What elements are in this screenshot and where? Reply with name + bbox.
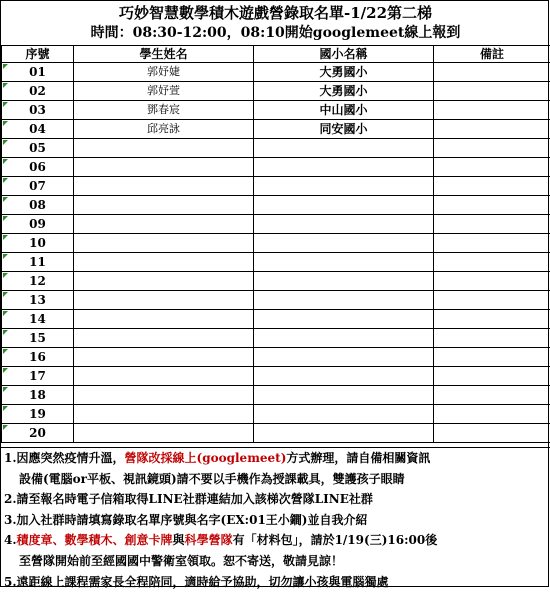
column-header-seq: 序號 (2, 46, 74, 63)
row-note-cell (434, 386, 550, 405)
row-note-cell (434, 196, 550, 215)
row-school-cell (254, 177, 434, 196)
row-note-cell (434, 329, 550, 348)
row-school-cell (254, 329, 434, 348)
row-name-cell (74, 177, 254, 196)
row-school-cell (254, 158, 434, 177)
row-note-cell (434, 234, 550, 253)
row-note-cell (434, 367, 550, 386)
table-row (2, 348, 550, 367)
row-seq-cell: 10 (2, 234, 74, 253)
roster-header-row (2, 46, 550, 63)
row-seq-cell: 03 (2, 101, 74, 120)
row-seq-cell: 12 (2, 272, 74, 291)
row-name-cell (74, 367, 254, 386)
row-name-cell (74, 310, 254, 329)
row-name-cell (74, 234, 254, 253)
table-row (2, 310, 550, 329)
row-name-cell (74, 196, 254, 215)
note-4-highlight-science: 科學營隊 (185, 533, 233, 547)
sheet-subtitle-time: 時間：08:30-12:00，08:10開始googlemeet線上報到 (1, 23, 550, 43)
row-school-cell (254, 386, 434, 405)
row-note-cell (434, 348, 550, 367)
row-school-cell (254, 272, 434, 291)
table-row (2, 120, 550, 139)
row-school-cell: 大勇國小 (254, 82, 434, 101)
row-name-cell (74, 424, 254, 443)
row-seq-cell: 06 (2, 158, 74, 177)
table-row (2, 139, 550, 158)
row-seq-cell: 18 (2, 386, 74, 405)
row-name-cell (74, 139, 254, 158)
table-row (2, 177, 550, 196)
row-seq-cell: 11 (2, 253, 74, 272)
table-row (2, 196, 550, 215)
row-name-cell: 邱亮詠 (74, 120, 254, 139)
note-5: 5.遠距線上課程需家長全程陪同，適時給予協助，切勿讓小孩與電腦獨處 (1, 572, 550, 592)
row-seq-cell: 05 (2, 139, 74, 158)
row-name-cell (74, 215, 254, 234)
row-seq-cell: 14 (2, 310, 74, 329)
roster-table (1, 45, 550, 443)
row-note-cell (434, 291, 550, 310)
row-school-cell (254, 424, 434, 443)
note-2: 2.請至報名時電子信箱取得LINE社群連結加入該梯次營隊LINE社群 (1, 489, 550, 510)
note-1-continued: 設備(電腦or平板、視訊鏡頭)請不要以手機作為授課載具，雙護孩子眼睛 (1, 469, 550, 490)
table-row (2, 63, 550, 82)
row-seq-cell: 07 (2, 177, 74, 196)
row-note-cell (434, 253, 550, 272)
row-name-cell: 鄧春宸 (74, 101, 254, 120)
note-3: 3.加入社群時請填寫錄取名單序號與名字(EX:01王小鐧)並自我介紹 (1, 510, 550, 531)
row-seq-cell: 19 (2, 405, 74, 424)
row-note-cell (434, 215, 550, 234)
row-note-cell (434, 101, 550, 120)
table-row (2, 82, 550, 101)
row-seq-cell: 16 (2, 348, 74, 367)
row-school-cell (254, 215, 434, 234)
note-1-text: 1.因應突然疫情升溫， (4, 451, 125, 465)
row-school-cell (254, 348, 434, 367)
row-name-cell (74, 253, 254, 272)
note-4-and: 與 (173, 533, 185, 547)
note-1-highlight: 營隊改採線上(googlemeet) (125, 451, 287, 465)
row-note-cell (434, 82, 550, 101)
note-4-number: 4. (4, 533, 17, 547)
row-seq-cell: 17 (2, 367, 74, 386)
row-seq-cell: 01 (2, 63, 74, 82)
table-row (2, 291, 550, 310)
row-note-cell (434, 139, 550, 158)
table-row (2, 215, 550, 234)
row-name-cell (74, 272, 254, 291)
table-row (2, 101, 550, 120)
row-seq-cell: 15 (2, 329, 74, 348)
table-row (2, 253, 550, 272)
row-note-cell (434, 405, 550, 424)
note-4-continued: 至營隊開始前至經國國中警衛室領取。恕不寄送，敬請見諒！ (1, 551, 550, 572)
note-4-highlight-camps: 積度章、數學積木、創意卡牌 (17, 533, 173, 547)
row-note-cell (434, 272, 550, 291)
row-name-cell (74, 158, 254, 177)
table-row (2, 386, 550, 405)
column-header-name: 學生姓名 (74, 46, 254, 63)
table-row (2, 158, 550, 177)
row-name-cell (74, 329, 254, 348)
row-name-cell (74, 291, 254, 310)
row-seq-cell: 20 (2, 424, 74, 443)
note-4 (1, 530, 550, 551)
row-note-cell (434, 424, 550, 443)
row-note-cell (434, 120, 550, 139)
row-school-cell: 中山國小 (254, 101, 434, 120)
note-1 (1, 448, 550, 469)
column-header-school: 國小名稱 (254, 46, 434, 63)
row-school-cell (254, 139, 434, 158)
table-row (2, 405, 550, 424)
note-1-text-end: 方式辦理，請自備相關資訊 (286, 451, 430, 465)
notes-section (1, 447, 550, 592)
table-row (2, 329, 550, 348)
row-name-cell (74, 348, 254, 367)
row-note-cell (434, 63, 550, 82)
row-note-cell (434, 158, 550, 177)
row-seq-cell: 09 (2, 215, 74, 234)
row-school-cell (254, 253, 434, 272)
row-note-cell (434, 310, 550, 329)
row-school-cell (254, 367, 434, 386)
table-row (2, 234, 550, 253)
row-name-cell (74, 386, 254, 405)
row-school-cell (254, 234, 434, 253)
row-school-cell (254, 310, 434, 329)
table-row (2, 272, 550, 291)
row-school-cell: 大勇國小 (254, 63, 434, 82)
note-4-text: 有「材料包」，請於1/19(三)16:00後 (233, 533, 438, 547)
row-name-cell (74, 405, 254, 424)
row-school-cell (254, 405, 434, 424)
row-seq-cell: 08 (2, 196, 74, 215)
row-name-cell: 郭妤婕 (74, 63, 254, 82)
table-row (2, 424, 550, 443)
row-name-cell: 郭妤萱 (74, 82, 254, 101)
row-seq-cell: 04 (2, 120, 74, 139)
row-seq-cell: 02 (2, 82, 74, 101)
sheet-title: 巧妙智慧數學積木遊戲營錄取名單-1/22第二梯 (1, 3, 550, 23)
column-header-note: 備註 (434, 46, 550, 63)
row-school-cell: 同安國小 (254, 120, 434, 139)
row-note-cell (434, 177, 550, 196)
row-school-cell (254, 291, 434, 310)
row-seq-cell: 13 (2, 291, 74, 310)
table-row (2, 367, 550, 386)
row-school-cell (254, 196, 434, 215)
